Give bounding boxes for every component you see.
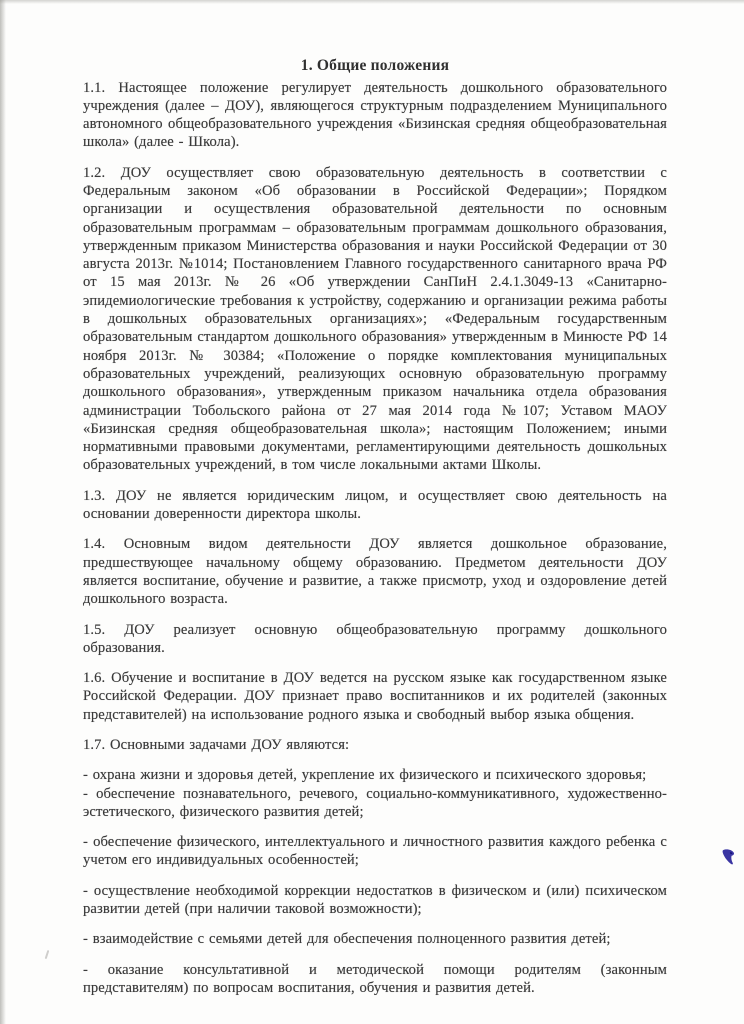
paragraph-1-5: 1.5. ДОУ реализует основную общеобразовательную программу дошкольного образования. [83, 621, 667, 656]
scan-edge-left [0, 0, 6, 1024]
task-item-6: - оказание консультативной и методической помощи родителям (законным представителям) по вопросам воспитания, обучения и развития детей. [83, 961, 667, 996]
paragraph-1-7: 1.7. Основными задачами ДОУ являются: [83, 737, 350, 753]
task-item-4: - осуществление необходимой коррекции недостатков в физическом и (или) психическом развитии детей (при наличии таковой возможности); [83, 882, 667, 918]
task-item-1: - охрана жизни и здоровья детей, укрепление их физического и психического здоровья; [83, 767, 647, 784]
document-title: 1. Общие положения [300, 57, 450, 74]
scan-edge-top [0, 0, 744, 4]
paragraph-1-1: 1.1. Настоящее положение регулирует деятельность дошкольного образовательного учреждения (далее – ДОУ), являющегося структурным подразделением Муниципального автономного общеобразовательного учреждения «Бизинская средняя общеобразовательная школа» (далее - Школа). [83, 79, 667, 151]
document-body [83, 79, 667, 998]
faint-pencil-tick [45, 950, 49, 959]
paragraph-1-2: 1.2. ДОУ осуществляет свою образовательную деятельность в соответствии с Федеральным законом «Об образовании в Российской Федерации»; Порядком организации и осуществления образовательной деятельности по основным образовательным программам – образовательным программам дошкольного образования, утвержденным приказом Министерства образования и науки Российской Федерации от 30 августа 2013г. №1014; Постановлением Главного государственного санитарного врача РФ от 15 мая 2013г. № 26 «Об утверждении СанПиН 2.4.1.3049-13 «Санитарно-эпидемиологические требования к устройству, содержанию и организации режима работы в дошкольных образовательных организациях»; «Федеральным государственным образовательным стандартом дошкольного образования» утвержденным в Минюсте РФ 14 ноября 2013г. № 30384; «Положение о порядке комплектования муниципальных образовательных учреждений, реализующих основную образовательную программу дошкольного образования», утвержденным приказом начальника отдела образования администрации Тобольского района от 27 мая 2014 года №107; Уставом МАОУ «Бизинская средняя общеобразовательная школа»; настоящим Положением; иными нормативными правовыми документами, регламентирующими деятельность дошкольных образовательных учреждений, в том числе локальными актами Школы. [83, 164, 667, 474]
paragraph-1-3: 1.3. ДОУ не является юридическим лицом, и осуществляет свою деятельность на основании доверенности директора школы. [83, 487, 667, 523]
task-item-3: - обеспечение физического, интеллектуального и личностного развития каждого ребенка с учетом его индивидуальных особенностей; [83, 834, 667, 869]
paragraph-1-4: 1.4. Основным видом деятельности ДОУ является дошкольное образование, предшествующее начальному общему образованию. Предметом деятельности ДОУ является воспитание, обучение и развитие, а также присмотр, уход и оздоровление детей дошкольного возраста. [83, 536, 667, 608]
task-item-2: - обеспечение познавательного, речевого, социально-коммуникативного, художественно-эстетического, физического развития детей; [83, 785, 667, 820]
blue-ink-blot-icon [721, 849, 737, 873]
document-content [83, 57, 667, 997]
task-item-5: - взаимодействие с семьями детей для обеспечения полноценного развития детей; [83, 931, 611, 948]
paragraph-1-6: 1.6. Обучение и воспитание в ДОУ ведется на русском языке как государственном языке Российской Федерации. ДОУ признает право воспитанников и их родителей (законных представителей) на использование родного языка и свободный выбор языка общения. [83, 670, 667, 723]
